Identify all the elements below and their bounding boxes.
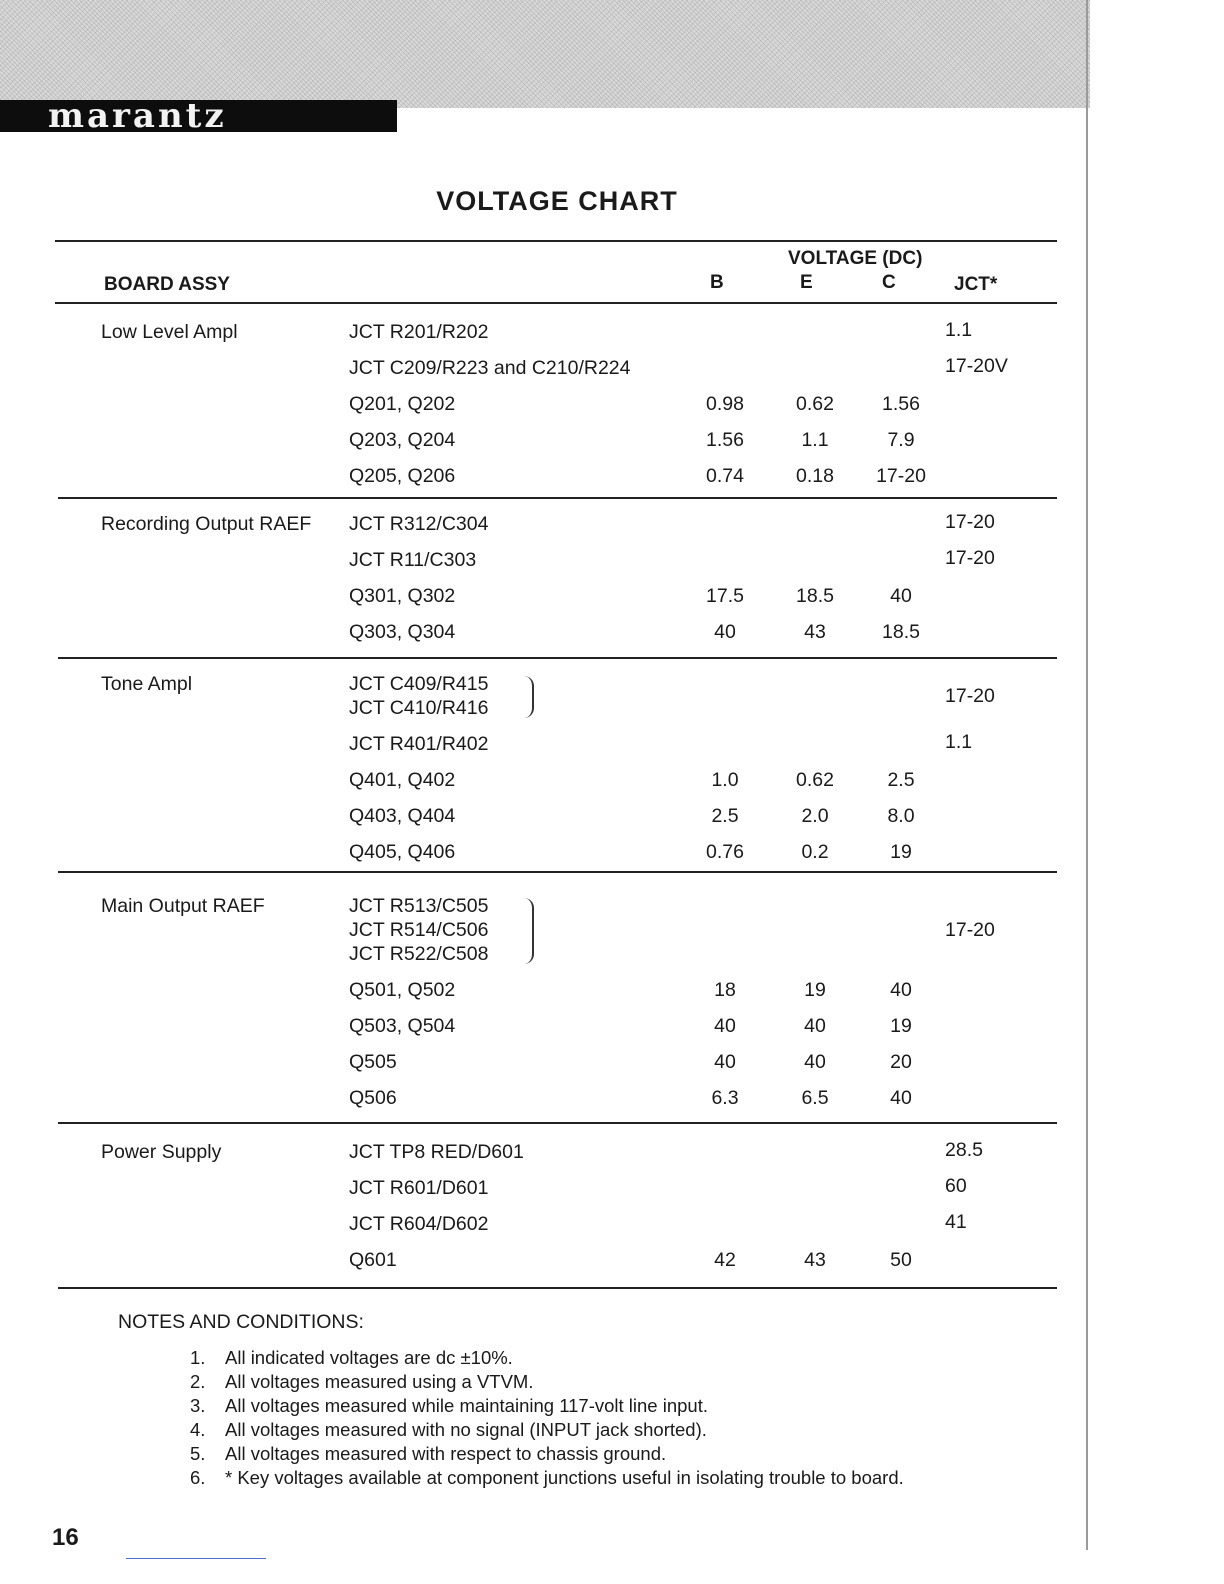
voltage-e: 40: [804, 1015, 826, 1037]
section-divider: [58, 497, 1057, 499]
test-point-label: JCT TP8 RED/D601: [349, 1141, 524, 1163]
note-text: * Key voltages available at component junctions useful in isolating trouble to board.: [225, 1467, 904, 1488]
test-point-label: Q201, Q202: [349, 393, 456, 415]
footer-line: [126, 1558, 266, 1559]
note-number: 4.: [190, 1419, 206, 1440]
voltage-c: 40: [890, 585, 912, 607]
voltage-c: 7.9: [887, 429, 915, 451]
voltage-c: 40: [890, 1087, 912, 1109]
header-jct: JCT*: [954, 274, 998, 295]
jct-voltage: 17-20: [945, 685, 995, 707]
voltage-c: 20: [890, 1051, 912, 1073]
voltage-e: 2.0: [801, 805, 829, 827]
voltage-b: 42: [714, 1249, 736, 1271]
voltage-b: 40: [714, 621, 736, 643]
test-point-label: Q301, Q302: [349, 585, 456, 607]
test-point-label: Q601: [349, 1249, 397, 1271]
section-divider: [58, 657, 1057, 659]
note-text: All indicated voltages are dc ±10%.: [225, 1347, 513, 1368]
page-edge: [1086, 0, 1088, 1550]
voltage-e: 40: [804, 1051, 826, 1073]
section-divider: [58, 1287, 1057, 1289]
voltage-e: 1.1: [801, 429, 829, 451]
jct-voltage: 17-20: [945, 511, 995, 533]
test-point-label: JCT R601/D601: [349, 1177, 489, 1199]
voltage-b: 1.0: [711, 769, 739, 791]
voltage-e: 18.5: [796, 585, 834, 607]
note-number: 2.: [190, 1371, 206, 1392]
voltage-e: 0.62: [796, 393, 834, 415]
jct-voltage: 1.1: [945, 731, 973, 753]
board-assy-label: Low Level Ampl: [101, 321, 238, 343]
test-point-label: JCT R513/C505: [349, 895, 489, 917]
test-point-label: Q203, Q204: [349, 429, 456, 451]
test-point-label: JCT C409/R415: [349, 673, 489, 695]
header-board-assy: BOARD ASSY: [104, 274, 230, 295]
board-assy-label: Main Output RAEF: [101, 895, 265, 917]
jct-voltage: 17-20: [945, 919, 995, 941]
voltage-c: 2.5: [887, 769, 915, 791]
voltage-b: 6.3: [711, 1087, 739, 1109]
voltage-b: 0.76: [706, 841, 744, 863]
voltage-e: 43: [804, 621, 826, 643]
voltage-b: 40: [714, 1015, 736, 1037]
test-point-label: JCT C410/R416: [349, 697, 489, 719]
jct-voltage: 17-20: [945, 547, 995, 569]
test-point-label: Q405, Q406: [349, 841, 456, 863]
board-assy-label: Recording Output RAEF: [101, 513, 312, 535]
test-point-label: Q401, Q402: [349, 769, 456, 791]
voltage-e: 0.62: [796, 769, 834, 791]
header-band: [0, 0, 1090, 108]
note-text: All voltages measured with respect to chassis ground.: [225, 1443, 667, 1464]
page-number: 16: [52, 1524, 79, 1551]
test-point-label: JCT R604/D602: [349, 1213, 489, 1235]
table-top-rule: [55, 240, 1057, 242]
voltage-c: 19: [890, 1015, 912, 1037]
test-point-label: JCT R514/C506: [349, 919, 489, 941]
voltage-b: 18: [714, 979, 736, 1001]
header-c: C: [882, 272, 896, 293]
voltage-e: 0.18: [796, 465, 834, 487]
group-brace: [518, 898, 534, 964]
notes-title: NOTES AND CONDITIONS:: [118, 1311, 364, 1333]
voltage-e: 0.2: [801, 841, 829, 863]
jct-voltage: 60: [945, 1175, 967, 1197]
header-voltage-dc: VOLTAGE (DC): [788, 248, 923, 269]
voltage-e: 6.5: [801, 1087, 829, 1109]
voltage-c: 18.5: [882, 621, 920, 643]
voltage-b: 2.5: [711, 805, 739, 827]
header-e: E: [800, 272, 813, 293]
test-point-label: JCT R11/C303: [349, 549, 477, 571]
voltage-c: 1.56: [882, 393, 920, 415]
voltage-e: 19: [804, 979, 826, 1001]
jct-voltage: 1.1: [945, 319, 973, 341]
table-header-rule: [55, 302, 1057, 304]
header-b: B: [710, 272, 724, 293]
voltage-b: 0.98: [706, 393, 744, 415]
note-text: All voltages measured while maintaining 117-volt line input.: [225, 1395, 708, 1416]
note-number: 1.: [190, 1347, 206, 1368]
test-point-label: Q303, Q304: [349, 621, 456, 643]
jct-voltage: 28.5: [945, 1139, 983, 1161]
voltage-c: 50: [890, 1249, 912, 1271]
test-point-label: JCT C209/R223 and C210/R224: [349, 357, 631, 379]
voltage-b: 0.74: [706, 465, 744, 487]
test-point-label: JCT R522/C508: [349, 943, 489, 965]
voltage-c: 8.0: [887, 805, 915, 827]
note-number: 6.: [190, 1467, 206, 1488]
board-assy-label: Power Supply: [101, 1141, 222, 1163]
jct-voltage: 17-20V: [945, 355, 1008, 377]
section-divider: [58, 871, 1057, 873]
voltage-c: 17-20: [876, 465, 926, 487]
voltage-b: 40: [714, 1051, 736, 1073]
test-point-label: Q505: [349, 1051, 397, 1073]
group-brace: [518, 676, 534, 718]
test-point-label: Q501, Q502: [349, 979, 456, 1001]
test-point-label: Q506: [349, 1087, 397, 1109]
note-text: All voltages measured with no signal (INPUT jack shorted).: [225, 1419, 707, 1440]
test-point-label: Q503, Q504: [349, 1015, 456, 1037]
test-point-label: JCT R201/R202: [349, 321, 489, 343]
test-point-label: JCT R401/R402: [349, 733, 489, 755]
voltage-c: 40: [890, 979, 912, 1001]
note-number: 3.: [190, 1395, 206, 1416]
section-divider: [58, 1122, 1057, 1124]
jct-voltage: 41: [945, 1211, 967, 1233]
test-point-label: Q403, Q404: [349, 805, 456, 827]
note-number: 5.: [190, 1443, 206, 1464]
voltage-e: 43: [804, 1249, 826, 1271]
note-text: All voltages measured using a VTVM.: [225, 1371, 534, 1392]
voltage-b: 17.5: [706, 585, 744, 607]
voltage-b: 1.56: [706, 429, 744, 451]
test-point-label: JCT R312/C304: [349, 513, 489, 535]
test-point-label: Q205, Q206: [349, 465, 456, 487]
brand-logo: marantz: [0, 100, 397, 132]
voltage-c: 19: [890, 841, 912, 863]
page-title: VOLTAGE CHART: [436, 186, 678, 216]
board-assy-label: Tone Ampl: [101, 673, 193, 695]
